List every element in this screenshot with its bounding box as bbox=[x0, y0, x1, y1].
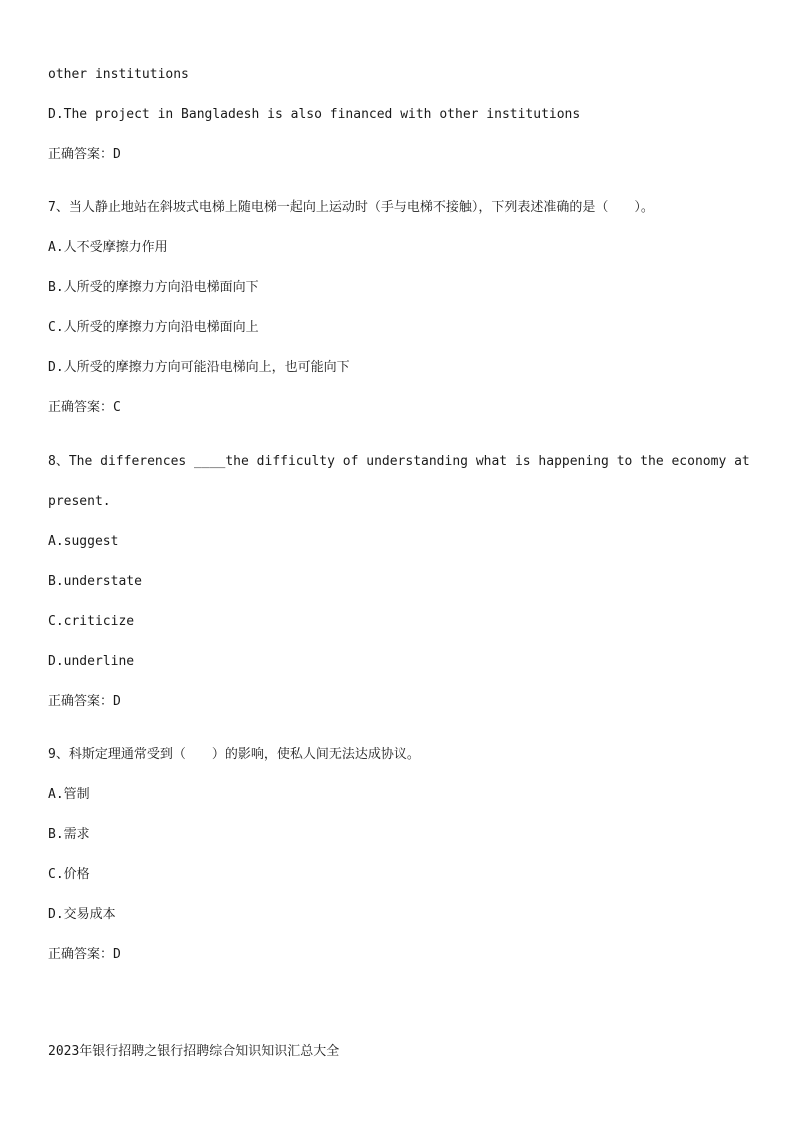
question-8-stem-line-1: 8、The differences ____the difficulty of understanding what is happening to the economy at bbox=[48, 454, 750, 469]
page-footer: 2023年银行招聘之银行招聘综合知识知识汇总大全 bbox=[48, 1044, 340, 1059]
question-9-option-c: C.价格 bbox=[48, 867, 90, 882]
question-9-option-d: D.交易成本 bbox=[48, 907, 116, 922]
question-8-option-b: B.understate bbox=[48, 574, 142, 589]
question-9-stem: 9、科斯定理通常受到（ ）的影响，使私人间无法达成协议。 bbox=[48, 747, 420, 762]
question-8-stem-line-2: present. bbox=[48, 494, 111, 509]
question-8-option-c: C.criticize bbox=[48, 614, 135, 629]
question-7-answer: 正确答案：C bbox=[48, 400, 121, 415]
question-7-option-c: C.人所受的摩擦力方向沿电梯面向上 bbox=[48, 320, 259, 335]
question-7-stem: 7、当人静止地站在斜坡式电梯上随电梯一起向上运动时（手与电梯不接触），下列表述准确的是（ ）。 bbox=[48, 200, 654, 215]
question-9-option-a: A.管制 bbox=[48, 787, 90, 802]
question-6-option-d: D.The project in Bangladesh is also financed with other institutions bbox=[48, 107, 581, 122]
question-8-answer: 正确答案：D bbox=[48, 694, 121, 709]
question-7-option-d: D.人所受的摩擦力方向可能沿电梯向上，也可能向下 bbox=[48, 360, 350, 375]
question-8-option-d: D.underline bbox=[48, 654, 135, 669]
question-9-option-b: B.需求 bbox=[48, 827, 90, 842]
question-8-option-a: A.suggest bbox=[48, 534, 119, 549]
question-9-answer: 正确答案：D bbox=[48, 947, 121, 962]
question-6-option-c-continuation: other institutions bbox=[48, 67, 189, 82]
question-7-option-b: B.人所受的摩擦力方向沿电梯面向下 bbox=[48, 280, 259, 295]
question-7-option-a: A.人不受摩擦力作用 bbox=[48, 240, 168, 255]
question-6-answer: 正确答案：D bbox=[48, 147, 121, 162]
